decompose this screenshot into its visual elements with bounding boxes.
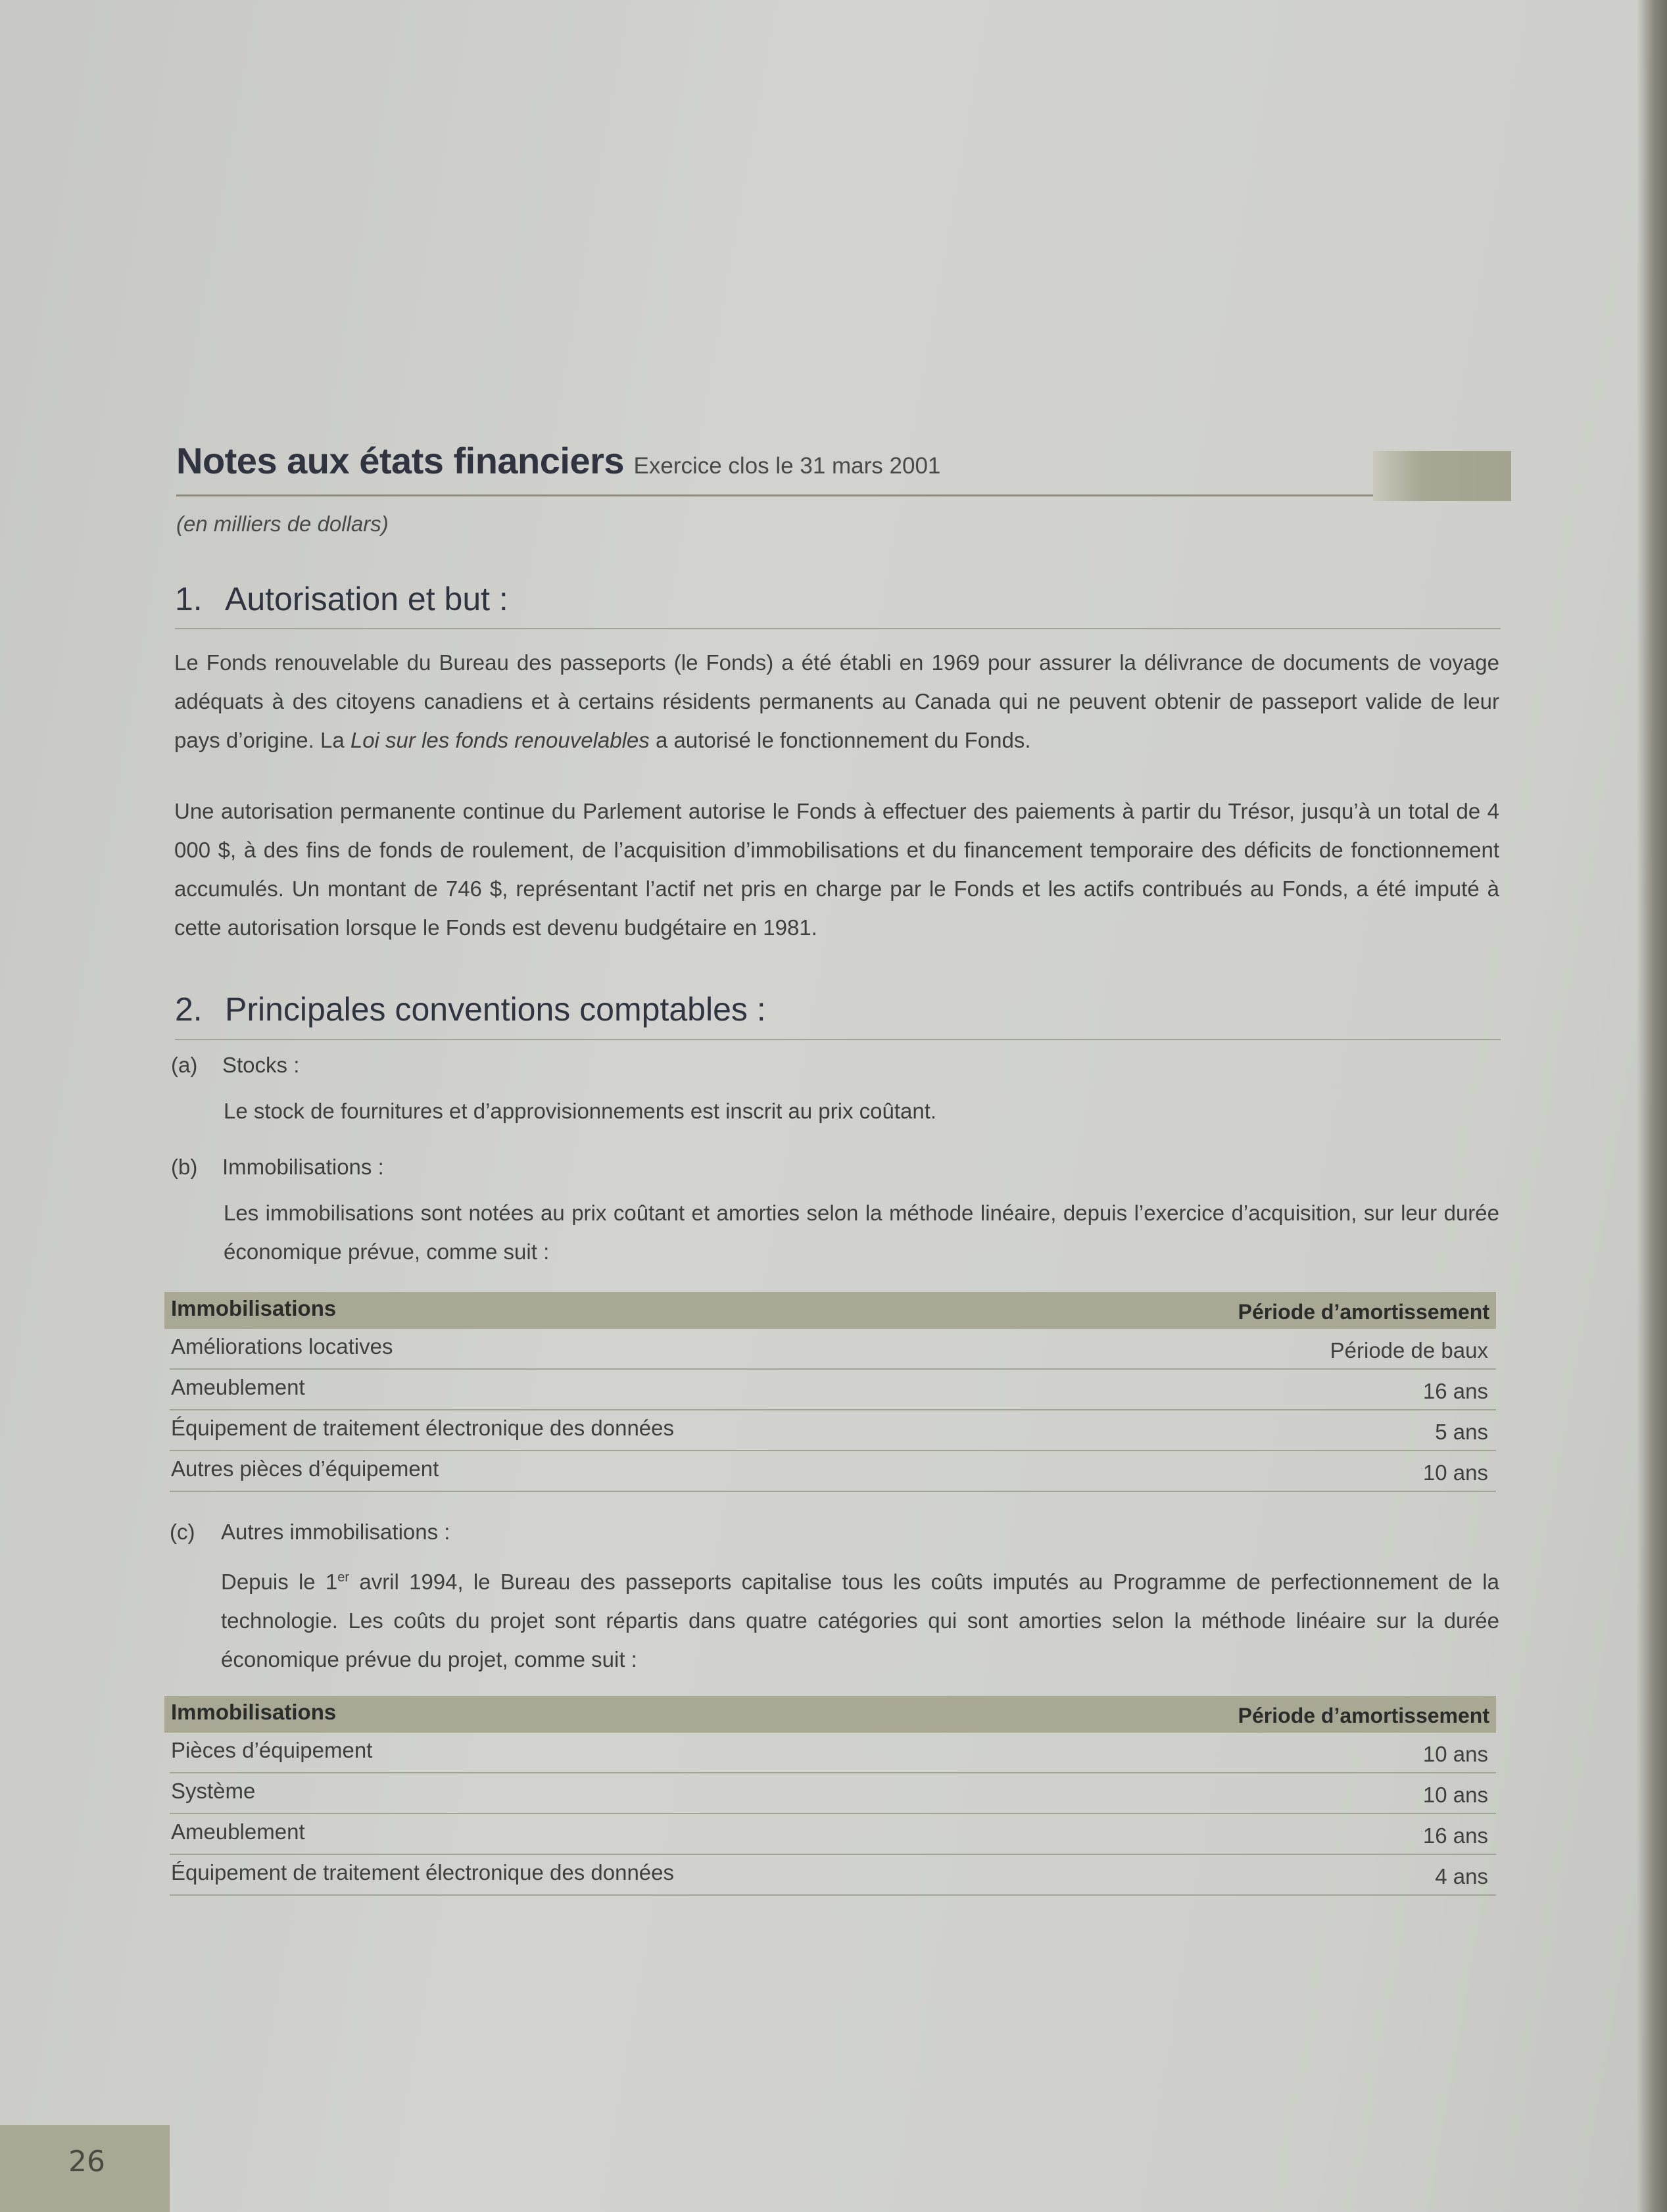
section-2-number: 2. — [175, 991, 203, 1028]
units-note: (en milliers de dollars) — [176, 512, 389, 536]
amortization-table-2 — [164, 1696, 1496, 1896]
section-1-rule — [175, 628, 1501, 629]
section-2-rule — [175, 1039, 1501, 1040]
table-row: Pièces d’équipement 10 ans — [170, 1733, 1496, 1773]
table-1-col-period: Période d’amortissement — [1238, 1300, 1489, 1324]
title-rule — [176, 494, 1511, 496]
item-c-text: Depuis le 1er avril 1994, le Bureau des passeports capitalise tous les coûts imputés au Programme de perfectionnement de la technologie. Les coûts du projet sont répartis dans quatre catégories qui sont amorties selon la méthode linéaire sur la durée économique prévue du projet, comme suit : — [221, 1570, 1499, 1671]
item-a-label: (a) Stocks : — [171, 1053, 300, 1077]
item-a-text: Le stock de fournitures et d’approvisionnements est inscrit au prix coûtant. — [224, 1099, 937, 1123]
section-1-title: Autorisation et but : — [225, 581, 508, 617]
table-2-header — [164, 1696, 1496, 1733]
section-2-title: Principales conventions comptables : — [225, 991, 766, 1028]
title-decorative-block — [1373, 451, 1511, 501]
section-1-number: 1. — [175, 581, 203, 617]
table-row: Équipement de traitement électronique des données 5 ans — [170, 1410, 1496, 1451]
section-1-paragraph-2: Une autorisation permanente continue du Parlement autorise le Fonds à effectuer des paiements à partir du Trésor, jusqu’à un total de 4 000 $, à des fins de fonds de roulement, de l’acquisition d’immobilisations et du financement temporaire des déficits de fonctionnement accumulés. Un montant de 746 $, représentant l’actif net pris en charge par le Fonds et les actifs contribués au Fonds, a été imputé à cette autorisation lorsque le Fonds est devenu budgétaire en 1981. — [174, 799, 1499, 940]
table-row: Équipement de traitement électronique des données 4 ans — [170, 1855, 1496, 1896]
table-row: Ameublement 16 ans — [170, 1370, 1496, 1410]
section-1-heading — [175, 580, 508, 618]
section-2-heading — [175, 990, 766, 1028]
page-title — [176, 439, 940, 482]
amortization-table-1 — [164, 1292, 1496, 1492]
item-b-text: Les immobilisations sont notées au prix coûtant et amorties selon la méthode linéaire, depuis l’exercice d’acquisition, sur leur durée économique prévue, comme suit : — [224, 1201, 1499, 1264]
table-1-header — [164, 1292, 1496, 1329]
table-row: Ameublement 16 ans — [170, 1814, 1496, 1855]
table-2-col-item: Immobilisations — [171, 1700, 337, 1724]
page-number: 26 — [68, 2145, 105, 2178]
title-main: Notes aux états financiers — [176, 440, 625, 481]
law-title: Loi sur les fonds renouvelables — [350, 728, 650, 752]
table-row: Autres pièces d’équipement 10 ans — [170, 1451, 1496, 1492]
page-number-box — [0, 2125, 170, 2212]
title-subtitle: Exercice clos le 31 mars 2001 — [633, 453, 941, 479]
table-1-col-item: Immobilisations — [171, 1296, 337, 1320]
table-row: Améliorations locatives Période de baux — [170, 1329, 1496, 1370]
item-b-label: (b) Immobilisations : — [171, 1155, 384, 1179]
table-row: Système 10 ans — [170, 1773, 1496, 1814]
section-1-paragraph-1: Le Fonds renouvelable du Bureau des passeports (le Fonds) a été établi en 1969 pour assurer la délivrance de documents de voyage adéquats à des citoyens canadiens et à certains résidents permanents au Canada qui ne peuvent obtenir de passeport valide de leur pays d’origine. La Loi sur les fonds renouvelables a autorisé le fonctionnement du Fonds. — [174, 650, 1499, 752]
item-c-label: (c) Autres immobilisations : — [170, 1520, 450, 1544]
table-2-col-period: Période d’amortissement — [1238, 1704, 1489, 1727]
